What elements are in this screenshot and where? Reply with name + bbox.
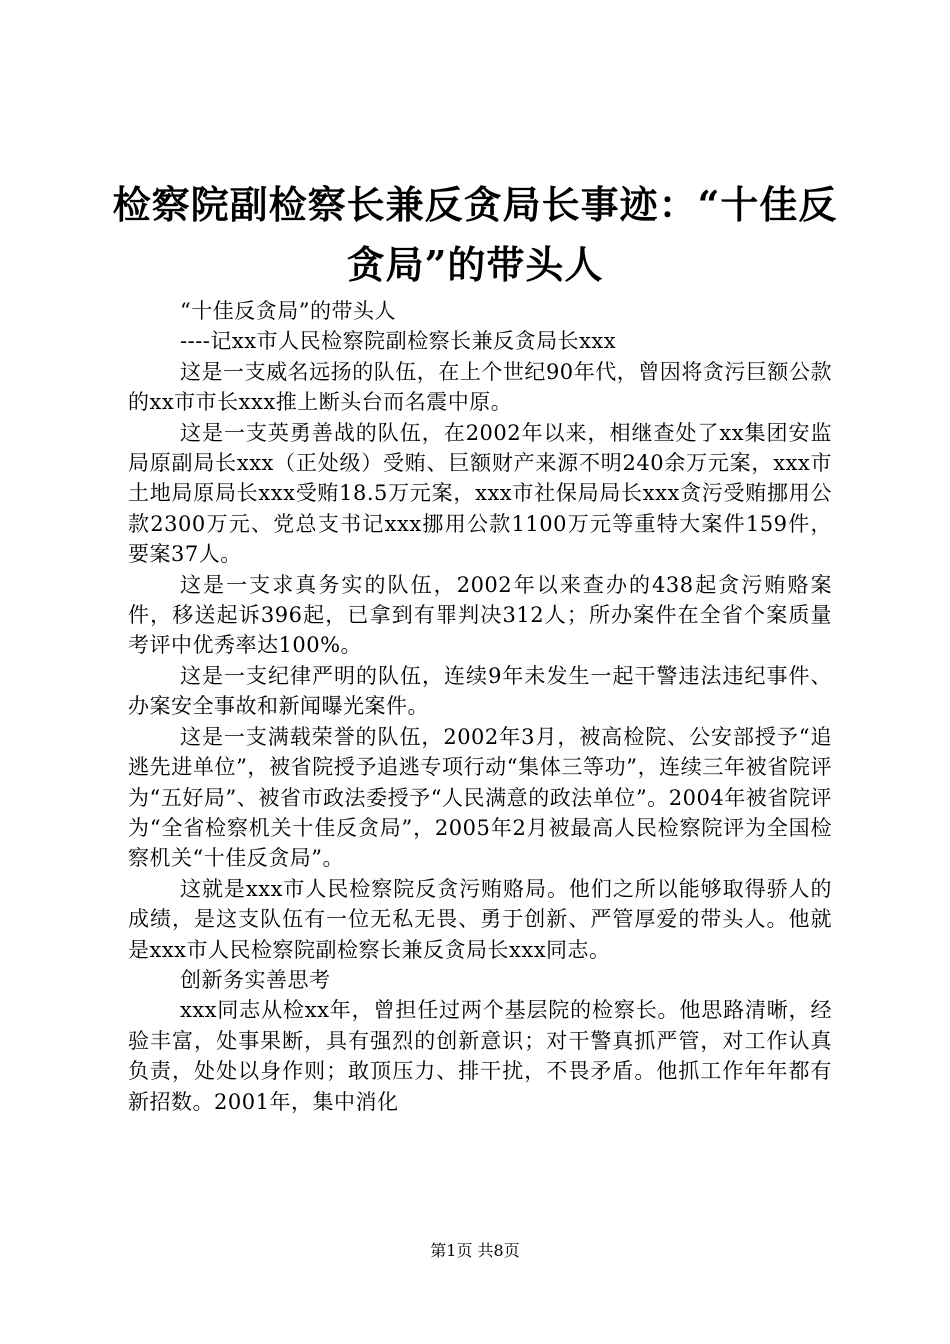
body-paragraph: 这是一支威名远扬的队伍，在上个世纪90年代，曾因将贪污巨额公款的xx市市长xxx推上断头台而名震中原。 bbox=[128, 359, 832, 415]
body-paragraph: 这就是xxx市人民检察院反贪污贿赂局。他们之所以能够取得骄人的成绩，是这支队伍有一位无私无畏、勇于创新、严管厚爱的带头人。他就是xxx市人民检察院副检察长兼反贪局长xxx同志。 bbox=[128, 876, 832, 962]
subtitle-heading: “十佳反贪局”的带头人 bbox=[180, 299, 396, 323]
body-paragraph: 这是一支求真务实的队伍，2002年以来查办的438起贪污贿赂案件，移送起诉396起，已拿到有罪判决312人；所办案件在全省个案质量考评中优秀率达100%。 bbox=[128, 572, 832, 658]
body-paragraph: 这是一支英勇善战的队伍，在2002年以来，相继查处了xx集团安监局原副局长xxx（正处级）受贿、巨额财产来源不明240余万元案，xxx市土地局原局长xxx受贿18.5万元案，xxx市社保局局长xxx贪污受贿挪用公款2300万元、党总支书记xxx挪用公款1100万元等重特大案件159件，要案37人。 bbox=[128, 420, 832, 567]
body-paragraph: xxx同志从检xx年，曾担任过两个基层院的检察长。他思路清晰，经验丰富，处事果断，具有强烈的创新意识；对干警真抓严管，对工作认真负责，处处以身作则；敢顶压力、排干扰，不畏矛盾。他抓工作年年都有新招数。2001年，集中消化 bbox=[128, 998, 832, 1114]
section-heading: 创新务实善思考 bbox=[180, 967, 331, 992]
document-title: 检察院副检察长兼反贪局长事迹：“十佳反贪局”的带头人 bbox=[112, 182, 838, 287]
body-paragraph: 这是一支满载荣誉的队伍，2002年3月，被高检院、公安部授予“追逃先进单位”，被省院授予追逃专项行动“集体三等功”，连续三年被省院评为“五好局”、被省市政法委授予“人民满意的政法单位”。2004年被省院评为“全省检察机关十佳反贪局”，2005年2月被最高人民检察院评为全国检察机关“十佳反贪局”。 bbox=[128, 724, 832, 871]
body-paragraph: 这是一支纪律严明的队伍，连续9年未发生一起干警违法违纪事件、办案安全事故和新闻曝光案件。 bbox=[128, 663, 832, 719]
byline: ----记xx市人民检察院副检察长兼反贪局长xxx bbox=[180, 329, 617, 354]
page-number: 第1页 共8页 bbox=[430, 1241, 520, 1260]
document-body bbox=[128, 296, 832, 1117]
